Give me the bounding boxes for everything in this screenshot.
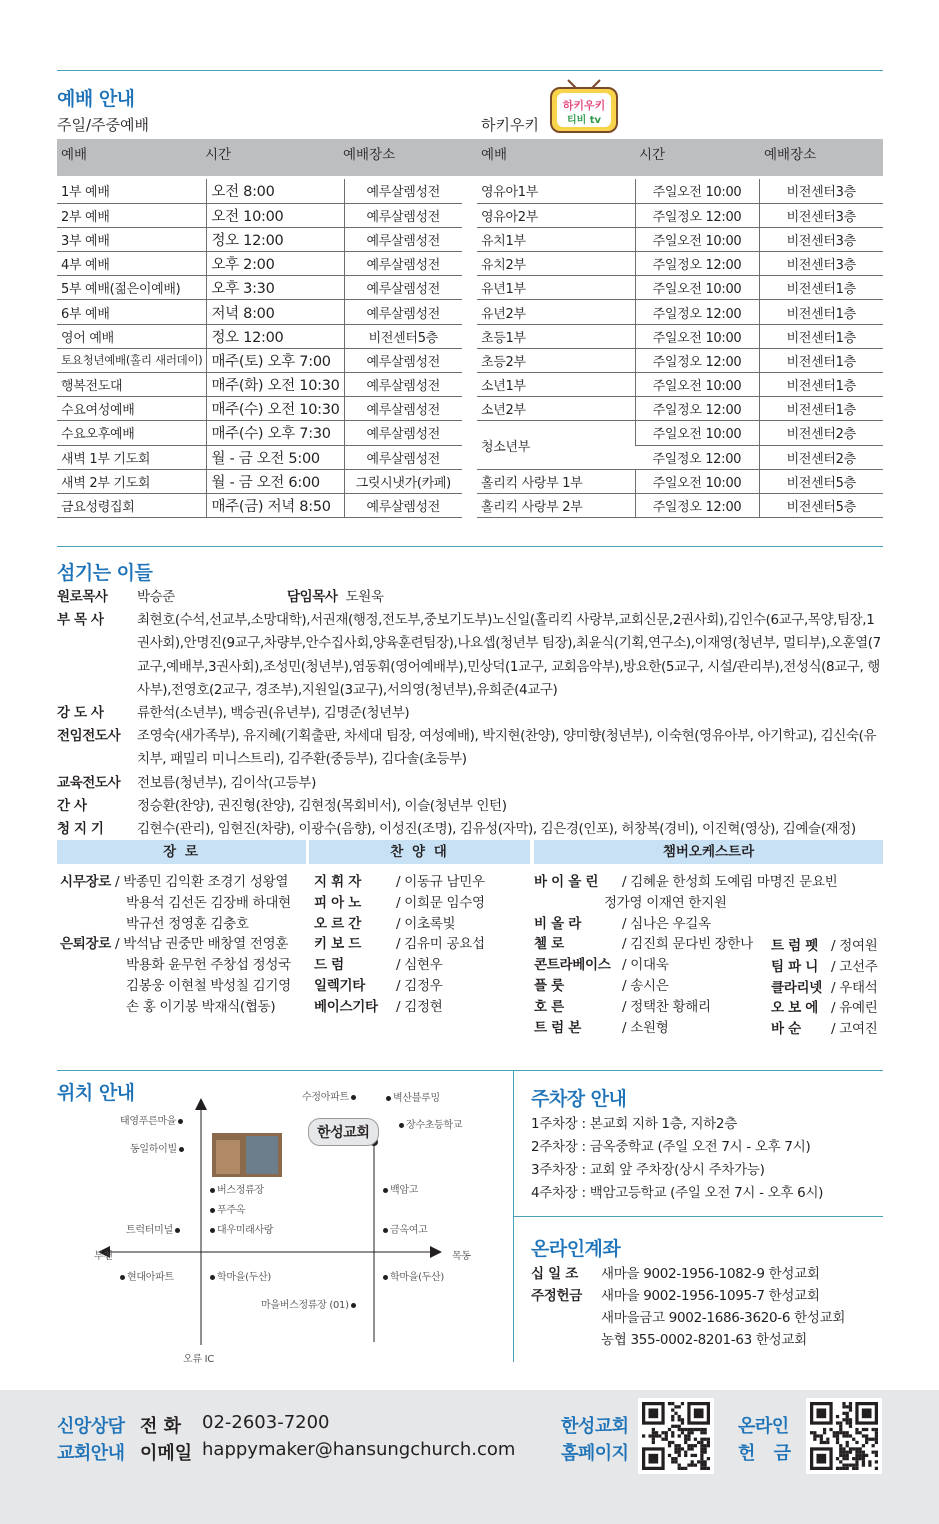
worship-cell: 주일오전 10:00 bbox=[635, 324, 759, 348]
chamber-row: 호 른 / 정택찬 황해리 bbox=[534, 997, 837, 1018]
worship-row bbox=[57, 469, 462, 493]
place-dongil: 동일하이빌 bbox=[130, 1144, 177, 1155]
header-place-right: 예배장소 bbox=[764, 147, 817, 163]
worship-subtitle-right: 하키우키 bbox=[481, 116, 539, 134]
worship-cell: 초등2부 bbox=[477, 348, 635, 372]
account-type: 주정헌금 bbox=[531, 1288, 582, 1304]
worship-header-bar bbox=[57, 139, 883, 176]
chamber-names: 정여원 bbox=[839, 938, 878, 954]
praise-names: 이초록빛 bbox=[404, 915, 456, 932]
worship-cell: 영어 예배 bbox=[57, 324, 207, 348]
worship-cell: 새벽 1부 기도회 bbox=[57, 445, 207, 469]
place-daewoo: 대우미래사랑 bbox=[217, 1225, 274, 1236]
praise-names: 김정우 bbox=[404, 977, 443, 994]
chamber-row: 클라리넷 / 우태석 bbox=[771, 978, 877, 999]
chamber-instrument: 오 보 에 bbox=[771, 1000, 819, 1017]
account-row bbox=[531, 1307, 845, 1329]
place-hyundai: 현대아파트 bbox=[127, 1272, 174, 1283]
worship-cell: 비전센터1층 bbox=[759, 348, 883, 372]
worship-cell: 비전센터1층 bbox=[759, 324, 883, 348]
worship-cell: 주일정오 12:00 bbox=[635, 203, 759, 227]
worship-cell: 주일정오 12:00 bbox=[635, 348, 759, 372]
account-number: 농협 355-0002-8201-63 한성교회 bbox=[601, 1332, 807, 1348]
worship-cell: 비전센터1층 bbox=[759, 373, 883, 397]
worship-row bbox=[477, 276, 883, 300]
worship-cell: 영유아2부 bbox=[477, 203, 635, 227]
worship-row bbox=[57, 227, 462, 251]
chamber-names: 유예린 bbox=[839, 1000, 878, 1017]
chamber-instrument: 호 른 bbox=[534, 998, 564, 1015]
place-bucheon: 부천 bbox=[94, 1251, 113, 1262]
worship-cell: 월 - 금 오전 6:00 bbox=[207, 469, 344, 493]
retired-elders-line-2: 박용화 윤무헌 주창섭 정성국 bbox=[126, 957, 291, 974]
staff-title: 섬기는 이들 bbox=[57, 562, 153, 584]
chamber-instrument: 첼 로 bbox=[534, 936, 564, 953]
worship-row bbox=[477, 203, 883, 227]
worship-subtitle-left: 주일/주중예배 bbox=[57, 116, 149, 134]
location-title: 위치 안내 bbox=[57, 1082, 135, 1104]
worship-cell: 주일정오 12:00 bbox=[635, 252, 759, 276]
online-offering-qr-icon[interactable] bbox=[806, 1398, 882, 1474]
retired-elders-line-1: 박석남 권중만 배창열 전영훈 bbox=[123, 936, 289, 953]
chamber-names: 정택찬 황해리 bbox=[630, 998, 711, 1015]
hakiuki-tv-logo bbox=[548, 78, 620, 136]
worship-cell: 새벽 2부 기도회 bbox=[57, 469, 207, 493]
staff-row bbox=[57, 702, 887, 725]
worship-row bbox=[57, 397, 462, 421]
worship-row bbox=[57, 203, 462, 227]
worship-cell: 정오 12:00 bbox=[207, 324, 344, 348]
footer-guide: 교회안내 bbox=[57, 1443, 125, 1464]
worship-cell: 비전센터3층 bbox=[759, 179, 883, 203]
staff-row bbox=[57, 725, 887, 771]
place-hakmaeul-1: 학마을(두산) bbox=[217, 1272, 272, 1283]
top-rule bbox=[57, 70, 883, 71]
worship-cell: 매주(금) 저녁 8:50 bbox=[207, 493, 344, 517]
worship-cell: 비전센터2층 bbox=[759, 445, 883, 469]
worship-cell: 매주(수) 오전 10:30 bbox=[207, 397, 344, 421]
retired-elders-line-4: 손 홍 이기봉 박재식(협동) bbox=[126, 998, 276, 1015]
worship-row bbox=[57, 179, 462, 203]
worship-cell: 정오 12:00 bbox=[207, 227, 344, 251]
staff-row bbox=[57, 818, 887, 841]
worship-cell: 예루살렘성전 bbox=[344, 276, 462, 300]
parking-line: 1주차장 : 본교회 지하 1층, 지하2층 bbox=[531, 1116, 737, 1132]
account-type: 십 일 조 bbox=[531, 1266, 579, 1282]
footer-email[interactable]: happymaker@hansungchurch.com bbox=[202, 1439, 516, 1460]
worship-cell: 6부 예배 bbox=[57, 300, 207, 324]
worship-cell: 주일오전 10:00 bbox=[635, 227, 759, 251]
footer-online-1: 온라인 bbox=[738, 1416, 789, 1437]
worship-cell: 오전 10:00 bbox=[207, 203, 344, 227]
chamber-instrument: 클라리넷 bbox=[771, 979, 822, 996]
chamber-names: 송시은 bbox=[630, 977, 669, 994]
praise-row: 베이스기타 / 김정현 bbox=[314, 997, 485, 1018]
chamber-instrument: 바 순 bbox=[771, 1021, 801, 1038]
praise-names: 김유미 공요섭 bbox=[404, 936, 485, 953]
worship-row bbox=[57, 493, 462, 517]
footer-online-2: 헌 금 bbox=[738, 1443, 798, 1464]
praise-row: 피 아 노 / 이희문 임수영 bbox=[314, 893, 485, 914]
retired-elders-label: 은퇴장로 bbox=[60, 936, 111, 953]
worship-row bbox=[57, 300, 462, 324]
staff-role-label: 교육전도사 bbox=[57, 774, 121, 791]
header-worship-right: 예배 bbox=[481, 147, 508, 163]
staff-role-label: 청 지 기 bbox=[57, 821, 104, 838]
worship-row bbox=[477, 179, 883, 203]
worship-cell: 수요여성예배 bbox=[57, 397, 207, 421]
worship-cell: 오후 2:00 bbox=[207, 252, 344, 276]
worship-cell: 월 - 금 오전 5:00 bbox=[207, 445, 344, 469]
svg-text:티비 tv: 티비 tv bbox=[566, 115, 602, 126]
worship-row bbox=[477, 373, 883, 397]
place-oryu-ic: 오류 IC bbox=[183, 1354, 214, 1365]
worship-cell: 4부 예배 bbox=[57, 252, 207, 276]
worship-cell: 주일오전 10:00 bbox=[635, 421, 759, 445]
account-type bbox=[531, 1307, 601, 1329]
staff-names: 김현수(관리), 임현진(차량), 이광수(음향), 이성진(조명), 김유성(자막), 김은경(인포), 허창복(경비), 이진혁(영상), 김예슬(재정) bbox=[137, 821, 856, 838]
worship-cell: 매주(토) 오후 7:00 bbox=[207, 348, 344, 372]
worship-cell: 매주(화) 오전 10:30 bbox=[207, 373, 344, 397]
violin-line-1: 김혜윤 한성희 도예림 마명진 문요빈 bbox=[630, 874, 838, 890]
worship-cell: 주일오전 10:00 bbox=[635, 179, 759, 203]
chamber-names: 이대욱 bbox=[630, 957, 669, 974]
place-sujeong: 수정아파트 bbox=[302, 1092, 349, 1103]
staff-names: 조영숙(새가족부), 유지혜(기획출판, 차세대 팀장, 여성예배), 박지현(찬양), 양미향(청년부), 이숙현(영유아부, 아기학교), 김신숙(유치부, 패밀리 미니스트리), 김주환(중등부), 김다솔(초등부) bbox=[137, 728, 877, 768]
worship-row bbox=[57, 445, 462, 469]
chamber-row: 트 럼 본 / 소원형 bbox=[534, 1018, 837, 1039]
praise-names: 이희문 임수영 bbox=[404, 894, 485, 911]
chamber-names: 김진희 문다빈 장한나 bbox=[630, 936, 753, 953]
violin-label: 바 이 올 린 bbox=[534, 874, 599, 890]
staff-names: 최현호(수석,선교부,소망대학),서권재(행정,전도부,중보기도부)노신일(홀리킥 사랑부,교회신문,2권사회),김인수(6교구,목양,팀장,1권사회),안명진(9교구,차량부,안수집사회,양육훈련팀장),나요셉(청년부 팀장),최윤식(기획,연구소),이재영(청년부, 멀티부),오훈열(7교구,예배부,3권사회),조성민(청년부),염동휘(영어예배부),민상덕(1교구, 교회음악부),방요한(5교구, 시설/관리부),전성식(8교구, 행사부),전영호(2교구, 경조부),지원일(3교구),서의영(청년부),유희준(4교구) bbox=[137, 612, 881, 698]
worship-row bbox=[477, 324, 883, 348]
place-baeksan: 벽산블루밍 bbox=[393, 1093, 440, 1104]
account-row bbox=[531, 1263, 845, 1285]
chamber-instrument: 트 럼 본 bbox=[534, 1019, 582, 1036]
worship-row bbox=[57, 348, 462, 372]
account-type bbox=[531, 1329, 601, 1351]
praise-role: 드 럼 bbox=[314, 957, 344, 974]
worship-cell: 주일정오 12:00 bbox=[635, 300, 759, 324]
worship-cell: 그릿시냇가(카페) bbox=[344, 469, 462, 493]
worship-cell: 예루살렘성전 bbox=[344, 252, 462, 276]
praise-row: 지 휘 자 / 이동규 남민우 bbox=[314, 872, 485, 893]
elders-band: 장 로 bbox=[57, 840, 306, 864]
praise-role: 베이스기타 bbox=[314, 998, 378, 1015]
chamber-roster: 바 이 올 린 / 김혜윤 한성희 도예림 마명진 문요빈 정가영 이재연 한지원 비 올 라 / 심나은 우길옥 첼 로 / 김진희 문다빈 장한나 콘트라베이스 / 이대욱 플 룻 / 송시은 호 른 / 정택찬 황해리 트 럼 본 / 소원형 bbox=[534, 872, 837, 1038]
worship-cell: 비전센터3층 bbox=[759, 203, 883, 227]
worship-cell: 예루살렘성전 bbox=[344, 493, 462, 517]
worship-cell: 비전센터5층 bbox=[344, 324, 462, 348]
worship-cell: 청소년부 bbox=[477, 421, 635, 469]
chamber-band: 챔버오케스트라 bbox=[534, 840, 883, 864]
svg-text:하키우키: 하키우키 bbox=[562, 99, 606, 112]
worship-cell: 소년2부 bbox=[477, 397, 635, 421]
accounts-list bbox=[531, 1263, 845, 1351]
footer-home-2: 홈페이지 bbox=[561, 1443, 629, 1464]
worship-cell: 비전센터3층 bbox=[759, 252, 883, 276]
worship-row bbox=[477, 469, 883, 493]
worship-row bbox=[477, 397, 883, 421]
worship-cell: 저녁 8:00 bbox=[207, 300, 344, 324]
active-elders-line-3: 박규선 정영훈 김충호 bbox=[126, 915, 249, 932]
chamber-instrument: 팀 파 니 bbox=[771, 958, 819, 975]
parking-line: 2주차장 : 금옥중학교 (주일 오전 7시 - 오후 7시) bbox=[531, 1139, 811, 1155]
worship-cell: 행복전도대 bbox=[57, 373, 207, 397]
chamber-row: 비 올 라 / 심나은 우길옥 bbox=[534, 914, 837, 935]
active-elders-line-1: 박종민 김익환 조경기 성왕열 bbox=[123, 874, 289, 890]
worship-row bbox=[57, 276, 462, 300]
worship-cell: 유년2부 bbox=[477, 300, 635, 324]
staff-role-label: 강 도 사 bbox=[57, 705, 104, 722]
place-hakmaeul-2: 학마을(두산) bbox=[390, 1272, 445, 1283]
worship-cell: 금요성령집회 bbox=[57, 493, 207, 517]
worship-cell: 유년1부 bbox=[477, 276, 635, 300]
place-pujuok: 푸주옥 bbox=[217, 1205, 246, 1216]
worship-cell: 비전센터1층 bbox=[759, 300, 883, 324]
praise-row: 키 보 드 / 김유미 공요섭 bbox=[314, 934, 485, 955]
worship-row bbox=[57, 324, 462, 348]
worship-cell: 2부 예배 bbox=[57, 203, 207, 227]
place-village-bus: 마을버스정류장 (01) bbox=[261, 1300, 349, 1311]
elders-roster: 시무장로 / 박종민 김익환 조경기 성왕열 박용석 김선돈 김장배 하대현 박규선 정영훈 김충호 은퇴장로 / 박석남 권중만 배창열 전영훈 박용화 윤무헌 주창섭 정성국 김봉웅 이현철 박성칠 김기영 손 홍 이기봉 박재식(협동) bbox=[60, 872, 291, 1018]
chamber-names: 고선주 bbox=[839, 958, 878, 975]
staff-rows bbox=[57, 609, 887, 841]
staff-names: 정승환(찬양), 권진형(찬양), 김현정(목회비서), 이슬(청년부 인턴) bbox=[137, 797, 507, 814]
place-truck-terminal: 트럭터미널 bbox=[126, 1225, 173, 1236]
praise-row: 오 르 간 / 이초록빛 bbox=[314, 914, 485, 935]
praise-row: 일렉기타 / 김정우 bbox=[314, 976, 485, 997]
staff-list bbox=[57, 586, 887, 841]
worship-cell: 비전센터5층 bbox=[759, 469, 883, 493]
staff-row bbox=[57, 609, 887, 702]
praise-role: 지 휘 자 bbox=[314, 874, 362, 890]
worship-cell: 예루살렘성전 bbox=[344, 179, 462, 203]
parking-line: 3주차장 : 교회 앞 주차장(상시 주차가능) bbox=[531, 1162, 765, 1178]
praise-role: 키 보 드 bbox=[314, 936, 362, 953]
worship-cell: 영유아1부 bbox=[477, 179, 635, 203]
worship-cell: 비전센터2층 bbox=[759, 421, 883, 445]
worship-cell: 수요오후예배 bbox=[57, 421, 207, 445]
worship-cell: 홀리킥 사랑부 1부 bbox=[477, 469, 635, 493]
location-rule bbox=[57, 1070, 883, 1071]
worship-row bbox=[57, 252, 462, 276]
active-elders-line-2: 박용석 김선돈 김장배 하대현 bbox=[126, 894, 291, 911]
praise-names: 심현우 bbox=[404, 957, 443, 974]
worship-cell: 소년1부 bbox=[477, 373, 635, 397]
accounts-title: 온라인계좌 bbox=[531, 1238, 621, 1260]
header-time-right: 시간 bbox=[639, 147, 666, 163]
footer-phone-label: 전 화 bbox=[140, 1416, 182, 1437]
place-taeyoung: 태영푸른마을 bbox=[120, 1116, 177, 1127]
chamber-row: 플 룻 / 송시은 bbox=[534, 976, 837, 997]
chamber-row: 바 순 / 고여진 bbox=[771, 1019, 877, 1040]
place-baekam-high: 백암고 bbox=[390, 1185, 419, 1196]
praise-band: 찬 양 대 bbox=[309, 840, 530, 864]
footer-phone[interactable]: 02-2603-7200 bbox=[202, 1412, 330, 1433]
worship-cell: 유치2부 bbox=[477, 252, 635, 276]
place-bus-stop: 버스정류장 bbox=[217, 1185, 264, 1196]
worship-cell: 3부 예배 bbox=[57, 227, 207, 251]
footer-home-1: 한성교회 bbox=[561, 1416, 629, 1437]
worship-cell: 예루살렘성전 bbox=[344, 348, 462, 372]
worship-cell: 예루살렘성전 bbox=[344, 445, 462, 469]
worship-cell: 홀리킥 사랑부 2부 bbox=[477, 493, 635, 517]
chamber-instrument: 플 룻 bbox=[534, 977, 564, 994]
chamber-row: 첼 로 / 김진희 문다빈 장한나 bbox=[534, 934, 837, 955]
worship-cell: 예루살렘성전 bbox=[344, 421, 462, 445]
retired-elders-line-3: 김봉웅 이현철 박성칠 김기영 bbox=[126, 977, 291, 994]
worship-cell: 주일정오 12:00 bbox=[635, 397, 759, 421]
praise-row: 드 럼 / 심현우 bbox=[314, 955, 485, 976]
account-row bbox=[531, 1285, 845, 1307]
header-time-left: 시간 bbox=[205, 147, 232, 163]
worship-cell: 주일정오 12:00 bbox=[635, 493, 759, 517]
account-number: 새마을금고 9002-1686-3620-6 한성교회 bbox=[601, 1310, 846, 1326]
header-place-left: 예배장소 bbox=[343, 147, 396, 163]
worship-table bbox=[477, 179, 883, 518]
worship-table-right bbox=[477, 179, 883, 518]
worship-cell: 비전센터3층 bbox=[759, 227, 883, 251]
chamber-right-rows bbox=[771, 936, 877, 1040]
worship-cell: 주일오전 10:00 bbox=[635, 373, 759, 397]
worship-cell: 예루살렘성전 bbox=[344, 203, 462, 227]
worship-title: 예배 안내 bbox=[57, 88, 135, 110]
praise-role: 오 르 간 bbox=[314, 915, 362, 932]
praise-roster bbox=[314, 872, 485, 1018]
worship-cell: 초등1부 bbox=[477, 324, 635, 348]
worship-row bbox=[477, 252, 883, 276]
praise-names: 김정현 bbox=[404, 998, 443, 1015]
praise-role: 피 아 노 bbox=[314, 894, 362, 911]
worship-cell: 오후 3:30 bbox=[207, 276, 344, 300]
staff-names: 전보름(청년부), 김이삭(고등부) bbox=[137, 774, 316, 791]
worship-row bbox=[477, 493, 883, 517]
worship-cell: 예루살렘성전 bbox=[344, 300, 462, 324]
parking-rule bbox=[513, 1216, 883, 1217]
worship-cell: 비전센터1층 bbox=[759, 276, 883, 300]
chamber-names: 우태석 bbox=[839, 979, 878, 996]
church-marker: 한성교회 bbox=[308, 1118, 379, 1146]
parking-title: 주차장 안내 bbox=[531, 1088, 627, 1110]
worship-cell: 주일정오 12:00 bbox=[635, 445, 759, 469]
worship-cell: 5부 예배(젊은이예배) bbox=[57, 276, 207, 300]
footer-counsel: 신앙상담 bbox=[57, 1416, 125, 1437]
parking-list bbox=[531, 1113, 823, 1205]
staff-role-label: 간 사 bbox=[57, 797, 87, 814]
header-worship-left: 예배 bbox=[61, 147, 88, 163]
worship-cell: 예루살렘성전 bbox=[344, 227, 462, 251]
parking-line: 4주차장 : 백암고등학교 (주일 오전 7시 - 오후 6시) bbox=[531, 1185, 824, 1201]
place-jangsu: 장수초등학교 bbox=[406, 1120, 463, 1131]
worship-cell: 매주(수) 오후 7:30 bbox=[207, 421, 344, 445]
worship-row bbox=[477, 300, 883, 324]
worship-cell: 토요청년예배(홀리 새러데이) bbox=[57, 348, 207, 372]
worship-cell: 1부 예배 bbox=[57, 179, 207, 203]
place-mokdong: 목동 bbox=[452, 1251, 471, 1262]
worship-row bbox=[477, 348, 883, 372]
elder-pastor-label: 원로목사 bbox=[57, 589, 108, 605]
chamber-row: 트 럼 펫 / 정여원 bbox=[771, 936, 877, 957]
elder-pastor-name: 박승준 bbox=[137, 589, 175, 605]
worship-cell: 비전센터5층 bbox=[759, 493, 883, 517]
chamber-row: 콘트라베이스 / 이대욱 bbox=[534, 955, 837, 976]
place-geumok: 금옥여고 bbox=[390, 1225, 428, 1236]
chamber-instrument: 트 럼 펫 bbox=[771, 938, 819, 954]
chamber-names: 심나은 우길옥 bbox=[630, 915, 711, 932]
worship-cell: 비전센터1층 bbox=[759, 397, 883, 421]
account-number: 새마을 9002-1956-1095-7 한성교회 bbox=[601, 1288, 820, 1304]
senior-pastor-label: 담임목사 bbox=[287, 589, 338, 605]
senior-pastor-name: 도원욱 bbox=[345, 589, 384, 605]
account-number: 새마을 9002-1956-1082-9 한성교회 bbox=[601, 1266, 820, 1282]
active-elders-label: 시무장로 bbox=[60, 874, 111, 890]
chamber-names: 고여진 bbox=[839, 1021, 878, 1038]
staff-role-label: 전임전도사 bbox=[57, 728, 121, 745]
worship-cell: 예루살렘성전 bbox=[344, 373, 462, 397]
staff-role-label: 부 목 사 bbox=[57, 612, 104, 629]
worship-cell: 유치1부 bbox=[477, 227, 635, 251]
staff-names: 류한석(소년부), 백승권(유년부), 김명준(청년부) bbox=[137, 705, 410, 722]
staff-rule bbox=[57, 546, 883, 547]
worship-row bbox=[57, 373, 462, 397]
worship-cell: 주일오전 10:00 bbox=[635, 469, 759, 493]
staff-row bbox=[57, 772, 887, 795]
chamber-row: 오 보 에 / 유예린 bbox=[771, 998, 877, 1019]
footer-email-label: 이메일 bbox=[140, 1443, 193, 1464]
chamber-instrument: 비 올 라 bbox=[534, 915, 582, 932]
homepage-qr-icon[interactable] bbox=[638, 1398, 714, 1474]
worship-cell: 오전 8:00 bbox=[207, 179, 344, 203]
account-row bbox=[531, 1329, 845, 1351]
chamber-instrument: 콘트라베이스 bbox=[534, 957, 611, 974]
violin-line-2: 정가영 이재연 한지원 bbox=[604, 894, 727, 911]
worship-table bbox=[57, 179, 462, 518]
worship-row bbox=[57, 421, 462, 445]
praise-role: 일렉기타 bbox=[314, 977, 365, 994]
staff-row bbox=[57, 795, 887, 818]
chamber-names: 소원형 bbox=[630, 1019, 669, 1036]
worship-cell: 주일오전 10:00 bbox=[635, 276, 759, 300]
worship-row bbox=[477, 227, 883, 251]
worship-row bbox=[477, 421, 883, 445]
worship-cell: 예루살렘성전 bbox=[344, 397, 462, 421]
worship-table-left bbox=[57, 179, 462, 518]
staff-row-elder bbox=[57, 586, 887, 609]
praise-names: 이동규 남민우 bbox=[404, 874, 485, 890]
chamber-row: 팀 파 니 / 고선주 bbox=[771, 957, 877, 978]
